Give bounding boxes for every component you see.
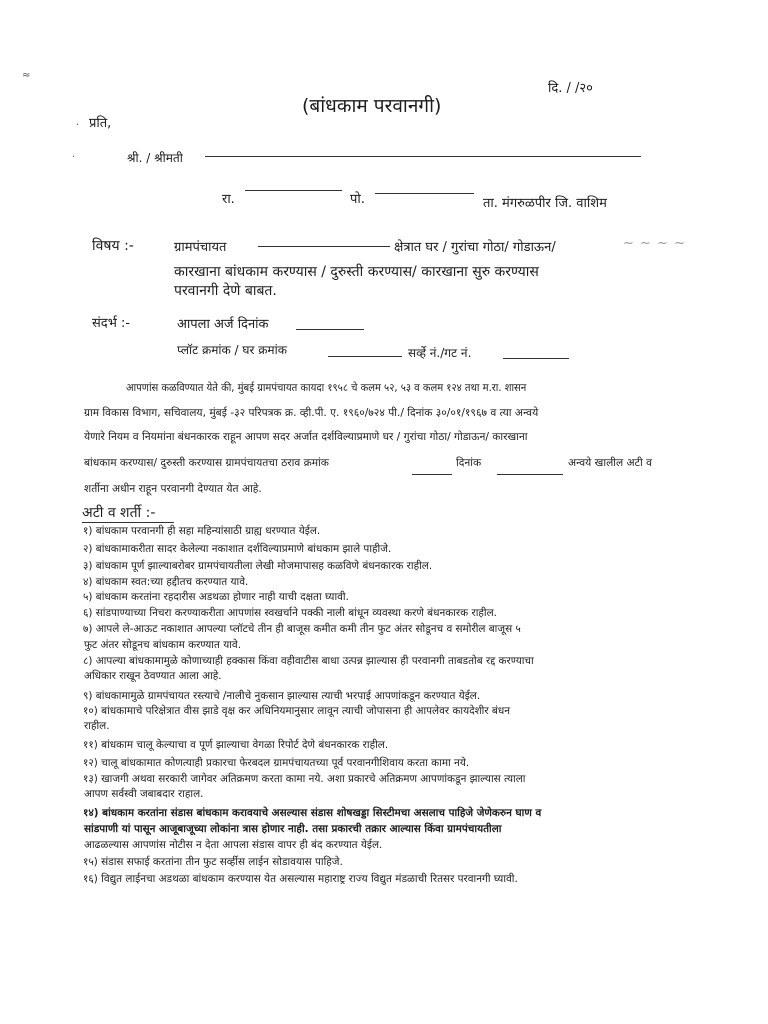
condition-item: १) बांधकाम परवानगी ही सहा महिन्यांसाठी ग्राह्य धरण्यात येईल. [83, 525, 321, 537]
body-line: अन्वये खालील अटी व [568, 457, 652, 469]
ra-label: रा. [222, 192, 235, 207]
taluka-district: ता. मंगरुळपीर जि. वाशिम [483, 196, 607, 211]
subject-line3: परवानगी देणे बाबत. [174, 283, 277, 299]
condition-item: आपण सर्वस्वी जबाबदार राहाल. [84, 788, 204, 800]
body-line: शर्तीना अधीन राहून परवानगी देण्यात येत आहे. [84, 483, 262, 495]
condition-item: अधिकार राखून ठेवण्यात आला आहे. [84, 670, 222, 682]
subject-label: विषय :- [92, 238, 134, 254]
condition-item: ११) बांधकाम चालू केल्याचा व पूर्ण झाल्याचा वेगळा रिपोर्ट देणे बंधनकारक राहील. [83, 739, 389, 751]
condition-item: ७) आपले ले-आऊट नकाशात आपल्या प्लॉटचे तीन ही बाजूस कमीत कमी तीन फुट अंतर सोडूनच व समोरील बाजूस ५ [83, 623, 521, 635]
survey-blank [503, 358, 569, 359]
condition-item: ६) सांडपाण्याच्या निचरा करण्याकरीता आपणांस स्वखर्चाने पक्की नाली बांधून व्यवस्था करणे बंधनकारक राहील. [83, 607, 497, 619]
date-field: दि. / /२० [548, 81, 593, 96]
plot-house-label: प्लॉट क्रमांक / घर क्रमांक [177, 343, 287, 357]
body-line: बांधकाम करण्यास/ दुरुस्ती करण्यास ग्रामपंचायतचा ठराव क्रमांक [84, 457, 329, 469]
application-date-label: आपला अर्ज दिनांक [177, 317, 269, 332]
condition-item: १५) संडास सफाई करतांना तीन फुट सर्व्हीस लाईन सोडावयास पाहिजे. [83, 856, 343, 868]
document-title: (बांधकाम परवानगी) [302, 95, 442, 117]
resolution-date-blank [497, 474, 563, 475]
condition-item: आढळल्यास आपणांस नोटीस न देता आपला संडास वापर ही बंद करण्यात येईल. [84, 839, 383, 851]
plot-blank [328, 356, 402, 357]
condition-item: सांडपाणी यां पासून आजूबाजूच्या लोकांना त्रास होणार नाही. तसा प्रकारची तक्रार आल्यास किंवा ग्रामपंचायतीला [84, 823, 502, 835]
faded-stamp: ~ ~ ~ ~ [623, 236, 686, 251]
shri-label: श्री. / श्रीमती [127, 151, 183, 165]
body-line: येणारे नियम व नियमांना बंधनकारक राहून आपण सदर अर्जात दर्शविल्याप्रमाणे घर / गुरांचा गोठा/ गोडाऊन/ कारखाना [84, 431, 528, 443]
condition-item: राहील. [84, 720, 110, 732]
scan-mark: · [72, 152, 76, 163]
scan-mark: · [76, 120, 80, 131]
condition-item: फुट अंतर सोडूनच बांधकाम करण्यात यावे. [84, 639, 242, 651]
scan-mark: ≈ [22, 70, 31, 81]
name-blank [205, 156, 641, 157]
condition-item: ८) आपल्या बांधकामामुळे कोणाच्याही हक्कास किंवा वहीवाटीस बाधा उत्पन्न झाल्यास ही परवानगी ताबडतोब रद्द करण्याचा [83, 655, 534, 667]
condition-item: २) बांधकामाकरीता सादर केलेल्या नकाशात दर्शविल्याप्रमाणे बांधकाम झाले पाहीजे. [83, 543, 392, 555]
resolution-blank [412, 474, 452, 475]
body-line: ग्राम विकास विभाग, सचिवालय, मुंबई -३२ परिपत्रक क्र. व्ही.पी. ए. १९६०/७२४ पी./ दिनांक ३०/०१/१९६७ व त्या अन्वये [84, 407, 539, 419]
condition-item: ९) बांधकामामुळे ग्रामपंचायत रस्त्याचे /नालीचे नुकसान झाल्यास त्याची भरपाई आपणांकडून करण्यात येईल. [83, 690, 481, 702]
condition-item: १३) खाजगी अथवा सरकारी जागेवर अतिक्रमण करता कामा नये. अशा प्रकारचे अतिक्रमण आपणांकडून झाल्यास त्याला [83, 773, 526, 785]
condition-item: ४) बांधकाम स्वत:च्या हद्दीतच करण्यात यावे. [83, 576, 249, 588]
po-label: पो. [350, 192, 365, 207]
grampanchayat-blank [258, 246, 390, 247]
condition-item: १०) बांधकामाचे परिक्षेत्रात वीस झाडे वृक्ष कर अधिनियमानुसार लावून त्याची जोपासना ही आपलेवर कायदेशीर बंधन [83, 705, 511, 717]
condition-item: ३) बांधकाम पूर्ण झाल्याबरोबर ग्रामपंचायतीला लेखी मोजमापासह कळविणे बंधनकारक राहील. [83, 560, 433, 572]
condition-item: १२) चालू बांधकामात कोणत्याही प्रकारचा फेरबदल ग्रामपंचायतच्या पूर्व परवानगीशिवाय करता कामा नये. [83, 757, 470, 769]
po-blank [375, 193, 474, 194]
subject-line2: कारखाना बांधकाम करण्यास / दुरुस्ती करण्यास/ कारखाना सुरु करण्यास [174, 264, 539, 280]
body-line: आपणांस कळविण्यात येते की, मुंबई ग्रामपंचायत कायदा १९५८ चे कलम ५२, ५३ व कलम १२४ तथा म.रा. शासन [126, 382, 527, 394]
reference-label: संदर्भ :- [92, 316, 131, 331]
application-date-blank [296, 329, 364, 330]
ra-blank [245, 190, 342, 191]
condition-item: १६) विद्युत लाईनचा अडथळा बांधकाम करण्यास येत असल्यास महाराष्ट्र राज्य विद्युत मंडळाची रितसर परवानगी घ्यावी. [83, 873, 518, 885]
subject-line1b: क्षेत्रात घर / गुरांचा गोठा/ गोडाऊन/ [394, 240, 556, 255]
conditions-heading-underline [82, 522, 174, 523]
condition-item: ५) बांधकाम करतांना रहदारीस अडथळा होणार नाही याची दक्षता घ्यावी. [83, 591, 349, 603]
conditions-heading: अटी व शर्ती :- [82, 505, 156, 521]
prati-label: प्रति, [89, 116, 112, 131]
subject-line1a: ग्रामपंचायत [174, 240, 227, 255]
survey-label: सर्व्हे नं./गट नं. [408, 346, 472, 360]
condition-item: १४) बांधकाम करतांना संडास बांधकाम करावयाचे असल्यास संडास शोषखड्डा सिस्टीमचा असलाच पाहिजे जेणेकरुन घाण व [83, 807, 542, 819]
body-line: दिनांक [456, 457, 482, 469]
